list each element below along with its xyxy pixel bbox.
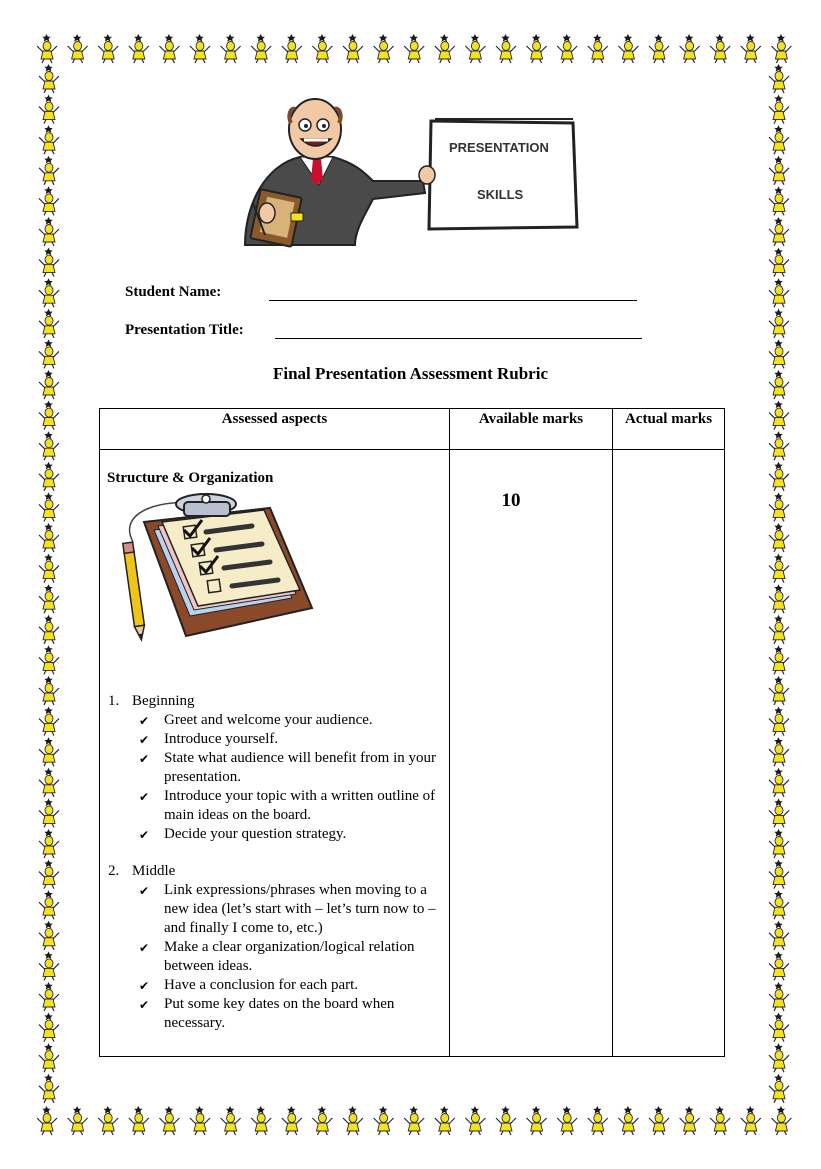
star-figure-icon — [465, 34, 485, 63]
star-figure-icon — [37, 1106, 57, 1135]
star-figure-icon — [769, 798, 789, 827]
star-figure-icon — [251, 1106, 271, 1135]
star-figure-icon — [618, 1106, 638, 1135]
list-item: ✔ Make a clear organization/logical relation between ideas. — [139, 939, 415, 974]
star-figure-icon — [588, 1106, 608, 1135]
star-figure-icon — [680, 34, 700, 63]
part-items — [107, 881, 442, 1033]
star-figure-icon — [769, 951, 789, 980]
student-name-line[interactable] — [269, 300, 637, 301]
clipboard-checklist-icon — [106, 490, 318, 650]
page-border-bottom — [36, 1106, 792, 1136]
star-figure-icon — [39, 1013, 59, 1042]
star-figure-icon — [39, 829, 59, 858]
page-border-right — [766, 64, 792, 1106]
star-figure-icon — [769, 431, 789, 460]
header-actual-marks: Actual marks — [613, 409, 725, 450]
star-figure-icon — [39, 523, 59, 552]
star-figure-icon — [39, 217, 59, 246]
page-border-left — [36, 64, 62, 1106]
star-figure-icon — [98, 1106, 118, 1135]
star-figure-icon — [435, 1106, 455, 1135]
star-figure-icon — [771, 1106, 791, 1135]
star-figure-icon — [39, 676, 59, 705]
star-figure-icon — [527, 34, 547, 63]
star-figure-icon — [769, 982, 789, 1011]
check-icon: ✔ — [139, 733, 150, 747]
outline-part — [107, 692, 442, 711]
star-figure-icon — [190, 34, 210, 63]
star-figure-icon — [68, 1106, 88, 1135]
star-figure-icon — [769, 554, 789, 583]
star-figure-icon — [190, 1106, 210, 1135]
available-marks-cell — [450, 450, 613, 1057]
star-figure-icon — [374, 1106, 394, 1135]
star-figure-icon — [39, 798, 59, 827]
star-figure-icon — [312, 1106, 332, 1135]
actual-marks-cell[interactable] — [613, 450, 725, 1057]
star-figure-icon — [221, 34, 241, 63]
star-figure-icon — [39, 462, 59, 491]
star-figure-icon — [769, 768, 789, 797]
sign-line-2: SKILLS — [477, 187, 524, 202]
star-figure-icon — [343, 1106, 363, 1135]
star-figure-icon — [769, 615, 789, 644]
star-figure-icon — [588, 34, 608, 63]
star-figure-icon — [39, 309, 59, 338]
star-figure-icon — [496, 1106, 516, 1135]
star-figure-icon — [741, 1106, 761, 1135]
page-border-top — [36, 34, 792, 64]
star-figure-icon — [769, 278, 789, 307]
star-figure-icon — [404, 1106, 424, 1135]
list-item: ✔ Decide your question strategy. — [139, 825, 442, 844]
star-figure-icon — [769, 248, 789, 277]
star-figure-icon — [769, 95, 789, 124]
star-figure-icon — [39, 248, 59, 277]
star-figure-icon — [39, 278, 59, 307]
check-icon: ✔ — [139, 752, 150, 766]
star-figure-icon — [769, 64, 789, 93]
list-item: ✔ Greet and welcome your audience. — [139, 711, 442, 730]
star-figure-icon — [39, 951, 59, 980]
star-figure-icon — [435, 34, 455, 63]
star-figure-icon — [769, 921, 789, 950]
star-figure-icon — [769, 217, 789, 246]
star-figure-icon — [39, 890, 59, 919]
list-item: ✔ Link expressions/phrases when moving to a new idea (let’s start with – let’s turn now to – and finally I come to, etc.) — [139, 882, 436, 936]
star-figure-icon — [159, 1106, 179, 1135]
star-figure-icon — [769, 707, 789, 736]
star-figure-icon — [769, 860, 789, 889]
sign-line-1: PRESENTATION — [449, 140, 549, 155]
star-figure-icon — [769, 401, 789, 430]
star-figure-icon — [39, 401, 59, 430]
star-figure-icon — [221, 1106, 241, 1135]
header-available-marks: Available marks — [450, 409, 613, 450]
star-figure-icon — [769, 1043, 789, 1072]
star-figure-icon — [343, 34, 363, 63]
star-figure-icon — [769, 492, 789, 521]
list-item: ✔ Introduce your topic with a written outline of main ideas on the board. — [139, 788, 436, 823]
star-figure-icon — [39, 95, 59, 124]
part-label: Beginning — [132, 693, 195, 709]
check-icon: ✔ — [139, 790, 150, 804]
star-figure-icon — [282, 34, 302, 63]
student-name-label: Student Name: — [125, 284, 222, 300]
star-figure-icon — [771, 34, 791, 63]
star-figure-icon — [39, 584, 59, 613]
star-figure-icon — [39, 768, 59, 797]
star-figure-icon — [769, 156, 789, 185]
check-icon: ✔ — [139, 941, 150, 955]
star-figure-icon — [312, 34, 332, 63]
star-figure-icon — [680, 1106, 700, 1135]
list-item: ✔ Have a conclusion for each part. — [139, 976, 442, 995]
star-figure-icon — [39, 860, 59, 889]
star-figure-icon — [282, 1106, 302, 1135]
presentation-title-label: Presentation Title: — [125, 322, 244, 338]
star-figure-icon — [769, 890, 789, 919]
star-figure-icon — [769, 645, 789, 674]
star-figure-icon — [159, 34, 179, 63]
rubric-title: Final Presentation Assessment Rubric — [273, 364, 548, 383]
star-figure-icon — [68, 34, 88, 63]
star-figure-icon — [39, 64, 59, 93]
star-figure-icon — [39, 707, 59, 736]
star-figure-icon — [39, 615, 59, 644]
star-figure-icon — [496, 34, 516, 63]
outline-list — [107, 692, 442, 1033]
check-icon: ✔ — [139, 828, 150, 842]
star-figure-icon — [769, 676, 789, 705]
star-figure-icon — [37, 34, 57, 63]
star-figure-icon — [39, 645, 59, 674]
part-items — [107, 711, 442, 844]
star-figure-icon — [710, 1106, 730, 1135]
part-label: Middle — [132, 863, 176, 879]
star-figure-icon — [251, 34, 271, 63]
part-number: 1. — [108, 693, 120, 709]
check-icon: ✔ — [139, 884, 150, 898]
list-item: ✔ Put some key dates on the board when necessary. — [139, 996, 395, 1031]
star-figure-icon — [465, 1106, 485, 1135]
star-figure-icon — [129, 1106, 149, 1135]
rubric-table — [99, 408, 725, 1057]
star-figure-icon — [769, 1013, 789, 1042]
star-figure-icon — [769, 829, 789, 858]
outline-part — [107, 862, 442, 881]
check-icon: ✔ — [139, 979, 150, 993]
star-figure-icon — [769, 523, 789, 552]
star-figure-icon — [741, 34, 761, 63]
star-figure-icon — [39, 982, 59, 1011]
list-item: ✔ Introduce yourself. — [139, 730, 442, 749]
table-row — [100, 450, 725, 1057]
presentation-title-line[interactable] — [275, 338, 642, 339]
check-icon: ✔ — [139, 998, 150, 1012]
star-figure-icon — [39, 1074, 59, 1103]
star-figure-icon — [129, 34, 149, 63]
star-figure-icon — [769, 309, 789, 338]
star-figure-icon — [769, 186, 789, 215]
star-figure-icon — [769, 462, 789, 491]
presenter-clipart-icon — [205, 95, 605, 255]
available-marks-value: 10 — [501, 490, 521, 511]
star-figure-icon — [39, 156, 59, 185]
table-header-row — [100, 409, 725, 450]
star-figure-icon — [769, 1074, 789, 1103]
star-figure-icon — [39, 186, 59, 215]
star-figure-icon — [769, 737, 789, 766]
star-figure-icon — [710, 34, 730, 63]
list-item: ✔ State what audience will benefit from in your presentation. — [139, 750, 436, 785]
header-assessed-aspects: Assessed aspects — [100, 409, 450, 450]
star-figure-icon — [39, 737, 59, 766]
star-figure-icon — [769, 125, 789, 154]
star-figure-icon — [404, 34, 424, 63]
star-figure-icon — [39, 554, 59, 583]
star-figure-icon — [39, 921, 59, 950]
star-figure-icon — [527, 1106, 547, 1135]
star-figure-icon — [557, 1106, 577, 1135]
star-figure-icon — [39, 1043, 59, 1072]
part-number: 2. — [108, 863, 120, 879]
star-figure-icon — [557, 34, 577, 63]
star-figure-icon — [769, 584, 789, 613]
star-figure-icon — [374, 34, 394, 63]
star-figure-icon — [39, 492, 59, 521]
check-icon: ✔ — [139, 714, 150, 728]
star-figure-icon — [649, 34, 669, 63]
star-figure-icon — [618, 34, 638, 63]
star-figure-icon — [98, 34, 118, 63]
star-figure-icon — [649, 1106, 669, 1135]
section-heading: Structure & Organization — [107, 470, 274, 486]
star-figure-icon — [39, 431, 59, 460]
aspects-cell — [100, 450, 450, 1057]
star-figure-icon — [39, 125, 59, 154]
